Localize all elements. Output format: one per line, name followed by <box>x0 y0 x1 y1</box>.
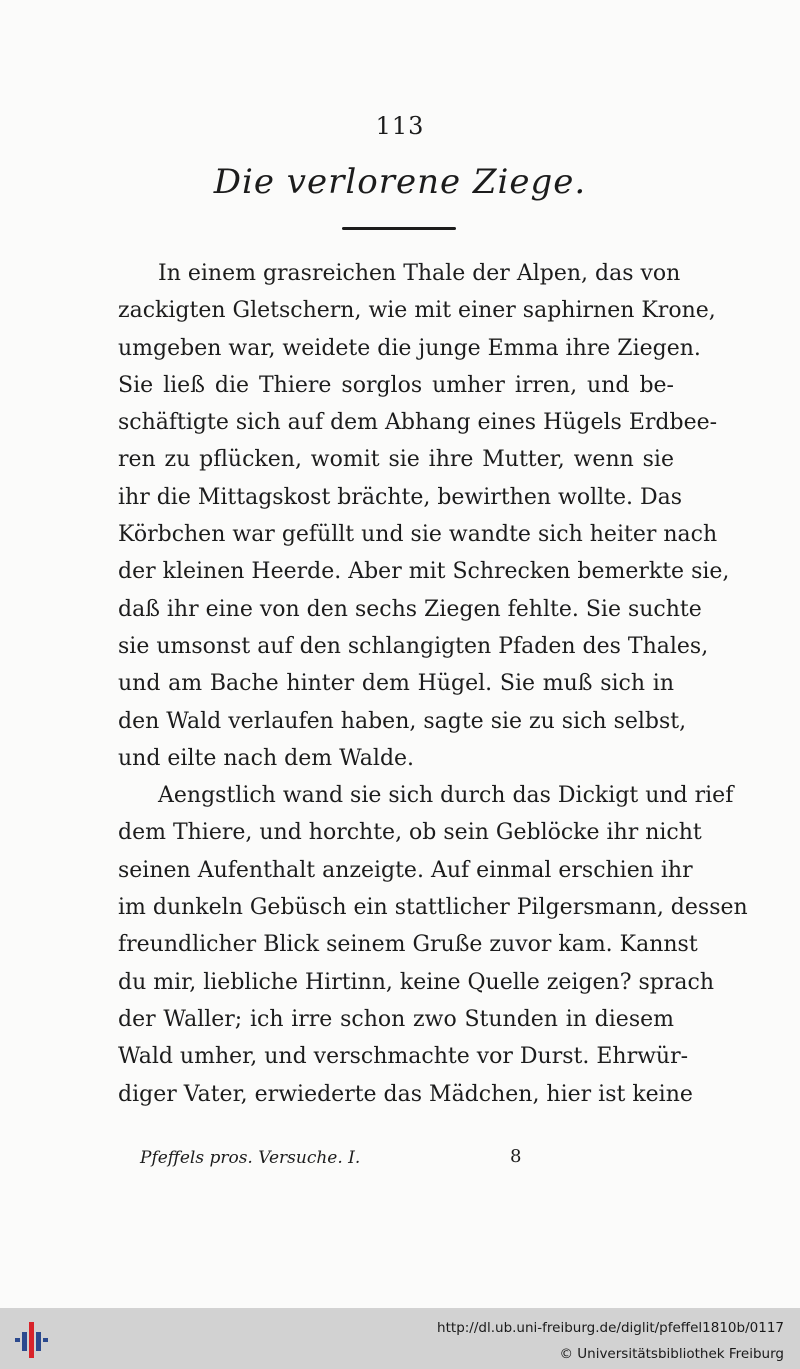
text-line: sie umsonst auf den schlangigten Pfaden des Thales, <box>118 633 709 659</box>
text-line: seinen Aufenthalt anzeigte. Auf einmal erschien ihr <box>118 857 693 883</box>
viewer-footer-bar <box>0 1308 800 1369</box>
text-line: diger Vater, erwiederte das Mädchen, hier ist keine <box>118 1081 693 1107</box>
text-line: Sie ließ die Thiere sorglos umher irren, und be- <box>118 372 674 398</box>
footer-signature: Pfeffels pros. Versuche. I. <box>140 1148 361 1168</box>
chapter-title: Die verlorene Ziege. <box>213 162 587 202</box>
text-line: Wald umher, und verschmachte vor Durst. Ehrwür- <box>118 1044 689 1070</box>
text-line: dem Thiere, und horchte, ob sein Geblöcke ihr nicht <box>118 820 702 846</box>
text-line: daß ihr eine von den sechs Ziegen fehlte. Sie suchte <box>118 596 702 622</box>
text-line: und am Bache hinter dem Hügel. Sie muß sich in <box>118 671 674 697</box>
text-line: freundlicher Blick seinem Gruße zuvor kam. Kannst <box>118 932 698 958</box>
text-line: der kleinen Heerde. Aber mit Schrecken bemerkte sie, <box>118 559 730 585</box>
text-line: den Wald verlaufen haben, sagte sie zu sich selbst, <box>118 708 687 734</box>
text-line: schäftigte sich auf dem Abhang eines Hügels Erdbee- <box>118 410 718 436</box>
text-line: im dunkeln Gebüsch ein stattlicher Pilgersmann, dessen <box>118 895 748 921</box>
text-line: Körbchen war gefüllt und sie wandte sich heiter nach <box>118 522 718 548</box>
permalink-url[interactable]: http://dl.ub.uni-freiburg.de/diglit/pfeffel1810b/0117 <box>437 1320 784 1336</box>
title-divider <box>342 227 456 230</box>
paragraph-1 <box>118 255 730 777</box>
body-text <box>118 255 748 1113</box>
copyright-notice: © Universitätsbibliothek Freiburg <box>559 1346 784 1362</box>
logo-graphic <box>10 1318 52 1360</box>
text-line: der Waller; ich irre schon zwo Stunden in diesem <box>118 1006 674 1032</box>
text-line: und eilte nach dem Walde. <box>118 745 415 771</box>
paragraph-2 <box>118 777 748 1113</box>
sheet-mark: 8 <box>510 1146 522 1167</box>
text-line: zackigten Gletschern, wie mit einer saphirnen Krone, <box>118 298 716 324</box>
page-number: 113 <box>375 112 425 140</box>
text-line: du mir, liebliche Hirtinn, keine Quelle zeigen? sprach <box>118 969 714 995</box>
text-line: Aengstlich wand sie sich durch das Dickigt und rief <box>158 783 734 809</box>
text-line: In einem grasreichen Thale der Alpen, das von <box>158 261 681 286</box>
text-line: ren zu pflücken, womit sie ihre Mutter, wenn sie <box>118 447 674 473</box>
text-line: ihr die Mittagskost brächte, bewirthen wollte. Das <box>118 484 683 510</box>
ub-freiburg-logo-icon <box>10 1318 52 1360</box>
text-line: umgeben war, weidete die junge Emma ihre Ziegen. <box>118 335 701 361</box>
